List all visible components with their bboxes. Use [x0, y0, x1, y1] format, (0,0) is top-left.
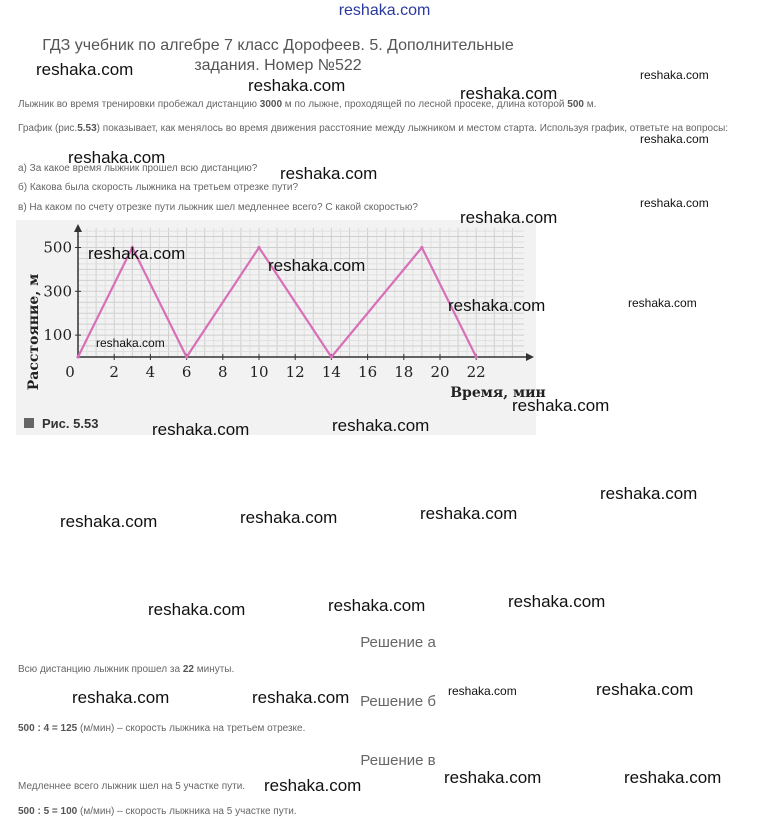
- x-tick-label: 10: [249, 363, 269, 381]
- watermark: reshaka.com: [600, 484, 698, 503]
- watermark: reshaka.com: [280, 164, 378, 183]
- watermark: reshaka.com: [148, 600, 246, 619]
- watermark: reshaka.com: [60, 512, 158, 531]
- watermark: reshaka.com: [628, 296, 697, 310]
- watermark: reshaka.com: [152, 420, 250, 439]
- x-tick-label: 12: [285, 363, 305, 381]
- watermark: reshaka.com: [268, 256, 366, 275]
- watermark: reshaka.com: [248, 76, 346, 95]
- watermark: reshaka.com: [36, 60, 134, 79]
- x-tick-label: 0: [65, 363, 75, 381]
- watermark: reshaka.com: [444, 768, 542, 787]
- figure-caption: Рис. 5.53: [42, 416, 99, 431]
- watermark: reshaka.com: [240, 508, 338, 527]
- solution-c-heading: Решение в: [360, 752, 436, 769]
- x-tick-label: 16: [358, 363, 378, 381]
- watermark: reshaka.com: [624, 768, 722, 787]
- watermark: reshaka.com: [640, 132, 709, 146]
- solution-c-text: Медленнее всего лыжник шел на 5 участке пути.: [18, 781, 246, 792]
- watermark: reshaka.com: [88, 244, 186, 263]
- problem-paragraph-2: График (рис.5.53) показывает, как менялось во время движения расстояние между лыжником и местом старта. Используя график, ответьте на вопросы:: [18, 123, 729, 134]
- y-axis-label: Расстояние, м: [26, 273, 42, 391]
- watermark: reshaka.com: [448, 684, 517, 698]
- watermark: reshaka.com: [328, 596, 426, 615]
- watermark: reshaka.com: [68, 148, 166, 167]
- watermark: reshaka.com: [508, 592, 606, 611]
- watermark: reshaka.com: [460, 84, 558, 103]
- solution-b-heading: Решение б: [360, 693, 436, 710]
- title-line-1: ГДЗ учебник по алгебре 7 класс Дорофеев. 5. Дополнительные: [42, 37, 514, 54]
- question-a: а) За какое время лыжник прошел всю дистанцию?: [18, 163, 258, 174]
- x-tick-label: 6: [181, 363, 192, 381]
- watermark: reshaka.com: [332, 416, 430, 435]
- data-point: [420, 246, 423, 249]
- watermark: reshaka.com: [420, 504, 518, 523]
- question-c: в) На каком по счету отрезке пути лыжник шел медленнее всего? С какой скоростью?: [18, 202, 418, 213]
- data-point: [185, 355, 188, 358]
- solution-c-calc: 500 : 5 = 100 (м/мин) – скорость лыжника на 5 участке пути.: [18, 806, 297, 817]
- x-tick-label: 18: [394, 363, 414, 381]
- solution-a-heading: Решение а: [360, 634, 436, 651]
- data-point: [330, 355, 333, 358]
- watermark: reshaka.com: [640, 68, 709, 82]
- x-tick-label: 22: [466, 363, 486, 381]
- title-line-2: задания. Номер №522: [194, 57, 362, 74]
- watermark: reshaka.com: [96, 336, 165, 350]
- x-tick-label: 20: [430, 363, 450, 381]
- solution-b-text: 500 : 4 = 125 (м/мин) – скорость лыжника на третьем отрезке.: [18, 723, 306, 734]
- data-point: [475, 355, 478, 358]
- x-tick-label: 8: [218, 363, 228, 381]
- watermark: reshaka.com: [596, 680, 694, 699]
- watermark: reshaka.com: [264, 776, 362, 795]
- x-tick-label: 14: [321, 363, 341, 381]
- x-axis-label: Время, мин: [450, 385, 546, 401]
- problem-paragraph-1: Лыжник во время тренировки пробежал дистанцию 3000 м по лыжне, проходящей по лесной просеке, длина которой 500 м.: [18, 99, 597, 110]
- watermark: reshaka.com: [640, 196, 709, 210]
- x-tick-label: 2: [109, 363, 119, 381]
- y-tick-label: 300: [43, 282, 72, 301]
- site-header-link[interactable]: reshaka.com: [338, 2, 431, 19]
- watermark: reshaka.com: [252, 688, 350, 707]
- question-b: б) Какова была скорость лыжника на третьем отрезке пути?: [18, 182, 299, 193]
- watermark: reshaka.com: [460, 208, 558, 227]
- x-tick-label: 4: [145, 363, 156, 381]
- y-tick-label: 500: [43, 238, 72, 257]
- data-point: [76, 355, 79, 358]
- watermark: reshaka.com: [512, 396, 610, 415]
- data-point: [257, 246, 260, 249]
- y-tick-label: 100: [43, 326, 72, 345]
- watermark: reshaka.com: [448, 296, 546, 315]
- caption-square-icon: [24, 418, 34, 428]
- watermark: reshaka.com: [72, 688, 170, 707]
- solution-a-text: Всю дистанцию лыжник прошел за 22 минуты.: [18, 664, 235, 675]
